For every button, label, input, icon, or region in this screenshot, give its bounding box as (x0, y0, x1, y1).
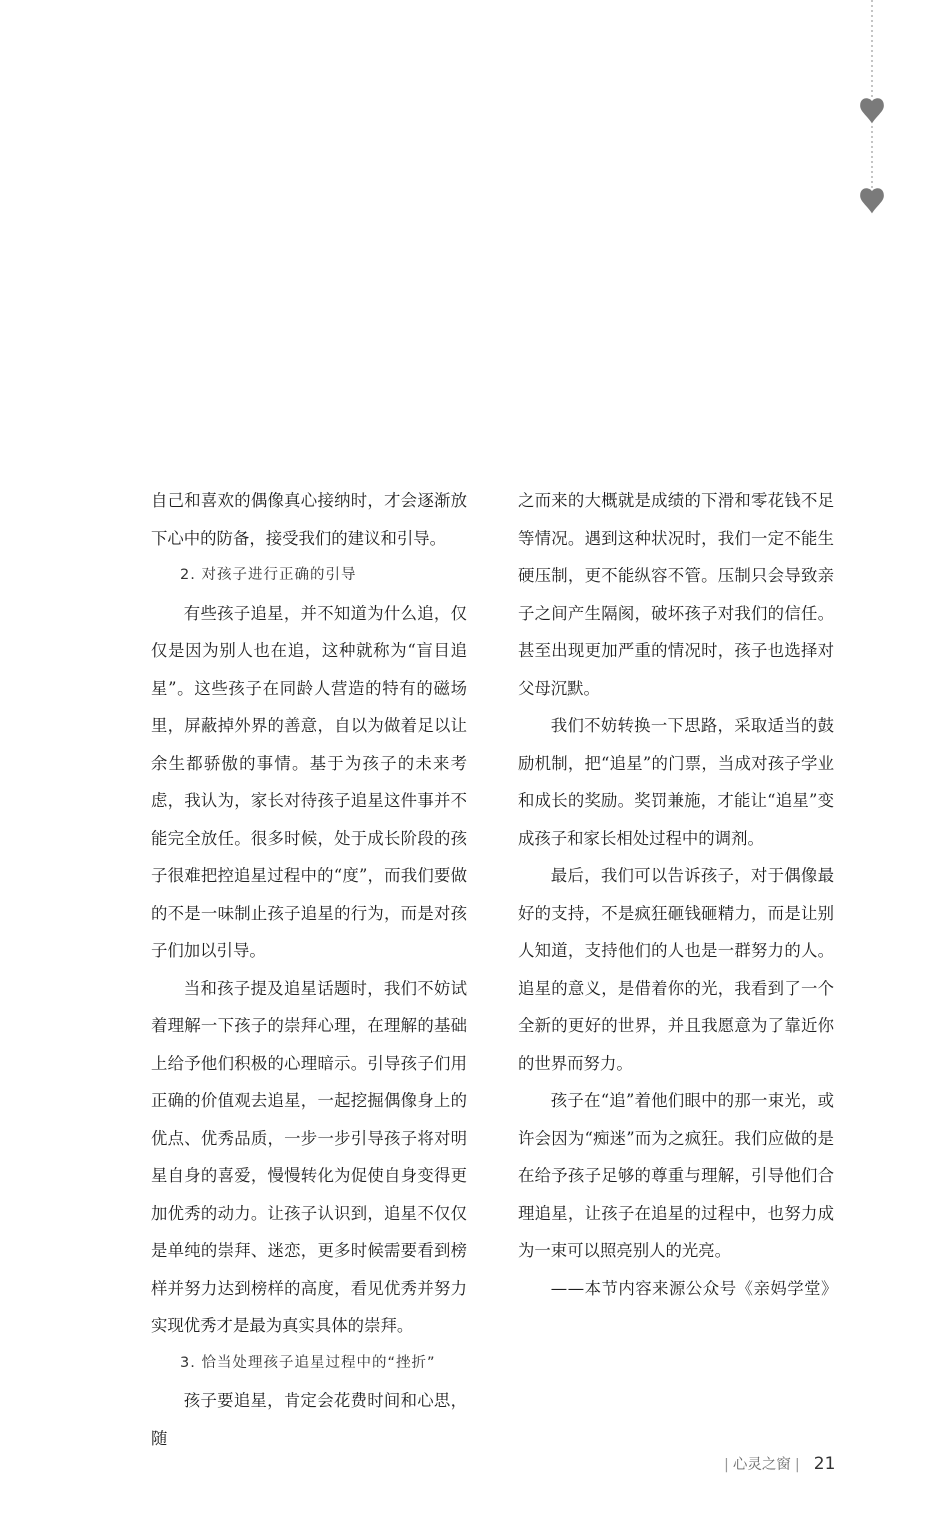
divider: | (724, 1457, 729, 1473)
paragraph: 孩子要追星，肯定会花费时间和心思，随 (151, 1391, 467, 1448)
page-number: 21 (813, 1454, 836, 1474)
paragraph: 有些孩子追星，并不知道为什么追，仅仅是因为别人也在追，这种就称为“盲目追星”。这些孩子在同龄人营造的特有的磁场里，屏蔽掉外界的善意，自以为做着足以让余生都骄傲的事情。基于为孩子的未来考虑，我认为，家长对待孩子追星这件事并不能完全放任。很多时候，处于成长阶段的孩子很难把控追星过程中的“度”，而我们要做的不是一味制止孩子追星的行为，而是对孩子们加以引导。 (151, 603, 467, 960)
paragraph: 我们不妨转换一下思路，采取适当的鼓励机制，把“追星”的门票，当成对孩子学业和成长的奖励。奖罚兼施，才能让“追星”变成孩子和家长相处过程中的调剂。 (518, 716, 834, 848)
subheading: 2. 对孩子进行正确的引导 (180, 567, 357, 583)
heart-icon (860, 98, 884, 123)
source-attribution: ——本节内容来源公众号《亲妈学堂》 (550, 1278, 838, 1298)
heart-icon (860, 188, 884, 213)
left-column (151, 482, 467, 1457)
hanging-hearts-decoration (858, 0, 888, 230)
paragraph: 之而来的大概就是成绩的下滑和零花钱不足等情况。遇到这种状况时，我们一定不能生硬压制，更不能纵容不管。压制只会导致亲子之间产生隔阂，破坏孩子对我们的信任。甚至出现更加严重的情况时，孩子也选择对父母沉默。 (518, 491, 834, 698)
section-name: 心灵之窗 (732, 1457, 791, 1473)
subheading: 3. 恰当处理孩子追星过程中的“挫折” (180, 1354, 436, 1371)
right-column (518, 482, 838, 1307)
divider: | (794, 1457, 800, 1473)
paragraph: 孩子在“追”着他们眼中的那一束光，或许会因为“痴迷”而为之疯狂。我们应做的是在给予孩子足够的尊重与理解，引导他们合理追星，让孩子在追星的过程中，也努力成为一束可以照亮别人的光亮。 (518, 1091, 834, 1260)
paragraph: 自己和喜欢的偶像真心接纳时，才会逐渐放下心中的防备，接受我们的建议和引导。 (151, 491, 467, 548)
paragraph: 当和孩子提及追星话题时，我们不妨试着理解一下孩子的崇拜心理，在理解的基础上给予他们积极的心理暗示。引导孩子们用正确的价值观去追星，一起挖掘偶像身上的优点、优秀品质，一步一步引导孩子将对明星自身的喜爱，慢慢转化为促使自身变得更加优秀的动力。让孩子认识到，追星不仅仅是单纯的崇拜、迷恋，更多时候需要看到榜样并努力达到榜样的高度，看见优秀并努力实现优秀才是最为真实具体的崇拜。 (151, 978, 467, 1335)
paragraph: 最后，我们可以告诉孩子，对于偶像最好的支持，不是疯狂砸钱砸精力，而是让别人知道，支持他们的人也是一群努力的人。追星的意义，是借着你的光，我看到了一个全新的更好的世界，并且我愿意为了靠近你的世界而努力。 (518, 866, 834, 1073)
page-footer (720, 1453, 835, 1474)
